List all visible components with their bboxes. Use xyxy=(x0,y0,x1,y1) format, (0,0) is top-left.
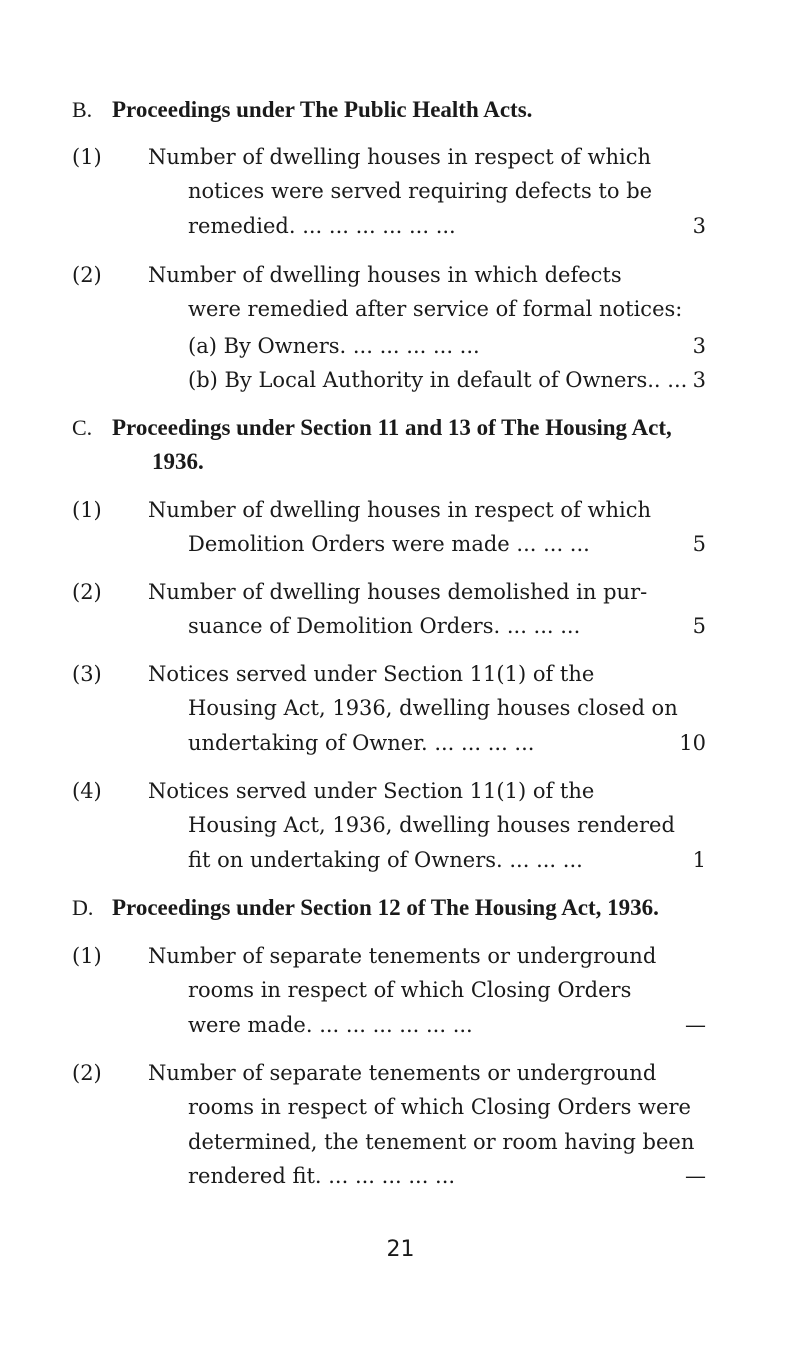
d2-text-line: rooms in respect of which Closing Orders were xyxy=(188,1095,691,1119)
d1-value: — xyxy=(685,1013,706,1037)
d2-text-line: rendered fit. ... ... ... ... ... xyxy=(188,1164,456,1188)
c3-text-line: Housing Act, 1936, dwelling houses closed on xyxy=(188,696,678,720)
d2-text-line: determined, the tenement or room having been xyxy=(188,1130,695,1154)
c3-value: 10 xyxy=(679,731,706,755)
b2b-value: 3 xyxy=(692,368,706,392)
c1-text-line: Demolition Orders were made ... ... ... xyxy=(188,532,590,556)
section-b-letter: B. xyxy=(72,97,93,122)
b1-text-line: notices were served requiring defects to be xyxy=(188,179,653,203)
b1-text-line: Number of dwelling houses in respect of which xyxy=(148,145,651,169)
d2-text-line: Number of separate tenements or underground xyxy=(148,1061,657,1085)
d1-number: (1) xyxy=(72,944,102,968)
c2-text-line: Number of dwelling houses demolished in pur- xyxy=(148,580,648,604)
section-c-heading-line2: 1936. xyxy=(152,449,204,474)
b2-text-line: were remedied after service of formal notices: xyxy=(188,297,683,321)
c4-value: 1 xyxy=(692,848,706,872)
d1-text-line: Number of separate tenements or underground xyxy=(148,944,657,968)
c4-text-line: Housing Act, 1936, dwelling houses rendered xyxy=(188,813,675,837)
b1-value: 3 xyxy=(692,214,706,238)
c3-text-line: Notices served under Section 11(1) of the xyxy=(148,662,595,686)
page-number: 21 xyxy=(386,1237,415,1262)
section-d-heading: Proceedings under Section 12 of The Housing Act, 1936. xyxy=(112,895,659,920)
b2-text-line: Number of dwelling houses in which defects xyxy=(148,263,622,287)
c4-text-line: Notices served under Section 11(1) of the xyxy=(148,779,595,803)
d2-value: — xyxy=(685,1164,706,1188)
c2-value: 5 xyxy=(692,614,706,638)
d1-text-line: were made. ... ... ... ... ... ... xyxy=(188,1013,473,1037)
c2-text-line: suance of Demolition Orders. ... ... ... xyxy=(188,614,581,638)
b1-text-line: remedied. ... ... ... ... ... ... xyxy=(188,214,456,238)
b2a-value: 3 xyxy=(692,334,706,358)
c1-value: 5 xyxy=(692,532,706,556)
section-b-heading: Proceedings under The Public Health Acts. xyxy=(112,97,533,122)
c3-text-line: undertaking of Owner. ... ... ... ... xyxy=(188,731,535,755)
d2-number: (2) xyxy=(72,1061,102,1085)
section-d-letter: D. xyxy=(72,895,94,920)
d1-text-line: rooms in respect of which Closing Orders xyxy=(188,978,632,1002)
section-c-heading: Proceedings under Section 11 and 13 of The Housing Act, xyxy=(112,415,672,440)
b2b-text: (b) By Local Authority in default of Owners.. ... xyxy=(188,368,688,392)
c4-number: (4) xyxy=(72,779,102,803)
section-c-letter: C. xyxy=(72,415,93,440)
c3-number: (3) xyxy=(72,662,102,686)
c4-text-line: fit on undertaking of Owners. ... ... ... xyxy=(188,848,583,872)
c1-text-line: Number of dwelling houses in respect of which xyxy=(148,498,651,522)
b1-number: (1) xyxy=(72,145,102,169)
b2a-text: (a) By Owners. ... ... ... ... ... xyxy=(188,334,480,358)
c2-number: (2) xyxy=(72,580,102,604)
c1-number: (1) xyxy=(72,498,102,522)
b2-number: (2) xyxy=(72,263,102,287)
